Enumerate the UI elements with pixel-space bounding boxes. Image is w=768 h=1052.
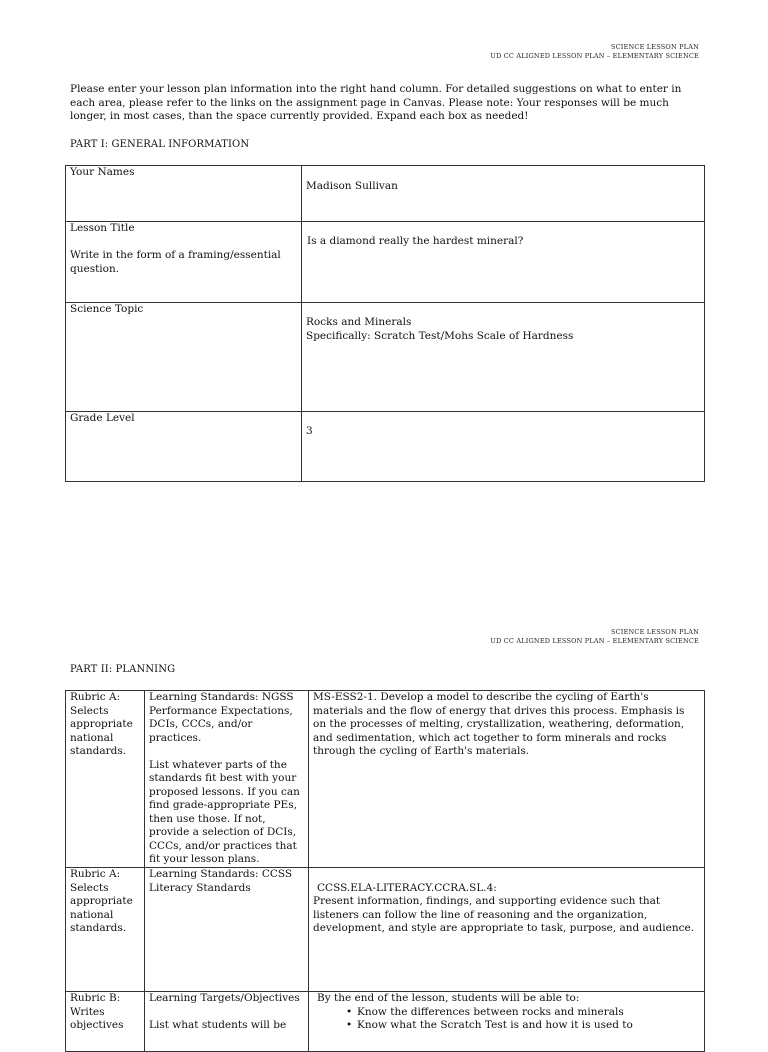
- label-cell: [66, 166, 302, 222]
- lesson-title-note: Write in the form of a framing/essential question.: [70, 249, 281, 275]
- your-names-value[interactable]: Madison Sullivan: [306, 180, 398, 192]
- lesson-title-label: Lesson Title: [70, 222, 135, 234]
- rubric-cell: [66, 691, 145, 868]
- category-text: Learning Standards: NGSS Performance Expectations, DCIs, CCCs, and/or practices.: [149, 691, 294, 744]
- objective-text[interactable]: Know what the Scratch Test is and how it is used to: [357, 1019, 633, 1031]
- page-header: [490, 43, 699, 61]
- value-cell[interactable]: [302, 222, 705, 303]
- content-cell[interactable]: [309, 691, 705, 868]
- content-cell[interactable]: [309, 992, 705, 1052]
- rubric-cell: [66, 868, 145, 992]
- table-row: [66, 222, 705, 303]
- header-line-1: SCIENCE LESSON PLAN: [610, 628, 699, 636]
- planning-table: [65, 690, 705, 1052]
- label-cell: [66, 303, 302, 412]
- page-header: [490, 628, 699, 646]
- part1-heading: PART I: GENERAL INFORMATION: [70, 139, 250, 150]
- general-info-table: [65, 165, 705, 482]
- table-row: [66, 868, 705, 992]
- header-line-2: UD CC ALIGNED LESSON PLAN – ELEMENTARY SCIENCE: [490, 637, 699, 645]
- table-row: [66, 303, 705, 412]
- list-item: [346, 1005, 700, 1020]
- rubric-text: Rubric A: Selects appropriate national standards.: [70, 868, 133, 934]
- ccss-code[interactable]: CCSS.ELA-LITERACY.CCRA.SL.4:: [317, 881, 497, 894]
- objectives-intro[interactable]: By the end of the lesson, students will be able to:: [317, 992, 580, 1004]
- category-note: List whatever parts of the standards fit best with your proposed lessons. If you can find grade-appropriate PEs, then use those. If not, provide a selection of DCIs, CCCs, and/or practices that fit your lesson plans.: [149, 758, 300, 865]
- label-cell: [66, 412, 302, 482]
- science-topic-value[interactable]: Rocks and Minerals: [306, 316, 412, 328]
- science-topic-label: Science Topic: [70, 303, 144, 315]
- table-row: [66, 412, 705, 482]
- category-text: Learning Standards: CCSS Literacy Standards: [149, 868, 293, 894]
- content-cell[interactable]: [309, 868, 705, 992]
- value-cell[interactable]: [302, 166, 705, 222]
- objectives-list: [313, 1006, 700, 1033]
- your-names-label: Your Names: [70, 166, 135, 178]
- value-cell[interactable]: [302, 412, 705, 482]
- table-row: [66, 992, 705, 1052]
- bullet-icon: •: [346, 1019, 353, 1031]
- science-topic-value-2[interactable]: Specifically: Scratch Test/Mohs Scale of Hardness: [306, 329, 574, 342]
- rubric-text: Rubric A: Selects appropriate national standards.: [70, 691, 133, 757]
- rubric-text: Rubric B: Writes objectives: [70, 992, 124, 1031]
- table-row: [66, 166, 705, 222]
- category-note: List what students will be: [149, 1019, 287, 1031]
- label-cell: [66, 222, 302, 303]
- grade-level-value[interactable]: 3: [306, 425, 313, 437]
- part2-heading: PART II: PLANNING: [70, 664, 176, 675]
- rubric-cell: [66, 992, 145, 1052]
- ccss-standard-text[interactable]: Present information, findings, and supporting evidence such that listeners can follow the line of reasoning and the organization, development, and style are appropriate to task, purpose, and audience.: [313, 895, 695, 934]
- category-cell: [145, 868, 309, 992]
- lesson-title-value[interactable]: Is a diamond really the hardest mineral?: [307, 235, 524, 247]
- category-cell: [145, 992, 309, 1052]
- bullet-icon: •: [346, 1005, 353, 1018]
- grade-level-label: Grade Level: [70, 412, 135, 424]
- list-item: [346, 1019, 700, 1033]
- value-cell[interactable]: [302, 303, 705, 412]
- category-cell: [145, 691, 309, 868]
- ngss-standard-text[interactable]: MS-ESS2-1. Develop a model to describe the cycling of Earth's materials and the flow of energy that drives this process. Emphasis is on the processes of melting, crystallization, weathering, deformation, and sedimentation, which act together to form minerals and rocks through the cycling of Earth's materials.: [313, 691, 685, 757]
- category-text: Learning Targets/Objectives: [149, 992, 300, 1004]
- intro-paragraph: Please enter your lesson plan information into the right hand column. For detailed suggestions on what to enter in each area, please refer to the links on the assignment page in Canvas. Please note: Your responses will be much longer, in most cases, than the space currently provided. Expand each box as needed!: [70, 83, 682, 122]
- table-row: [66, 691, 705, 868]
- objective-text[interactable]: Know the differences between rocks and minerals: [357, 1005, 624, 1018]
- header-line-2: UD CC ALIGNED LESSON PLAN – ELEMENTARY SCIENCE: [490, 52, 699, 60]
- header-line-1: SCIENCE LESSON PLAN: [610, 43, 699, 51]
